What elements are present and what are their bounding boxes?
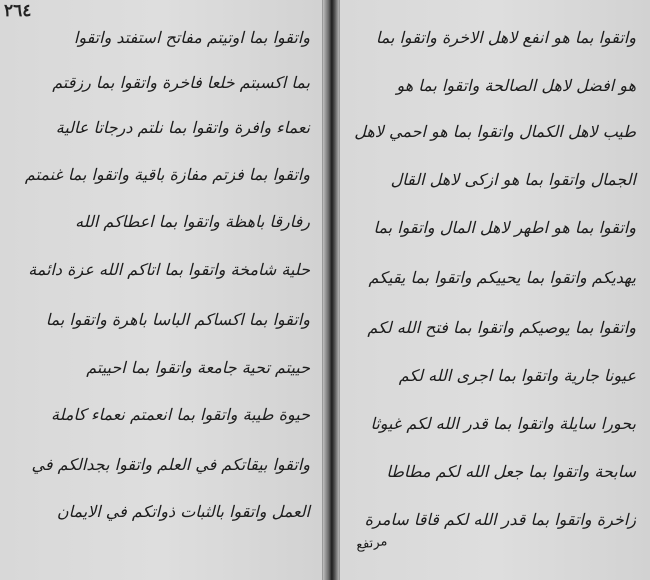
- text-line: الجمال واتقوا بما هو ازكى لاهل القال: [390, 170, 636, 189]
- text-line: واتقوا بما يوصيكم واتقوا بما فتح الله لكم: [367, 318, 636, 337]
- text-line: زاخرة واتقوا بما قدر الله لكم قاقا سامرة: [364, 510, 636, 529]
- text-line: يهديكم واتقوا بما يحييكم واتقوا بما يقيكم: [368, 268, 636, 287]
- catchword: مرتفع: [355, 533, 389, 554]
- book-gutter: [323, 0, 339, 580]
- text-line: رفارقا باهظة واتقوا بما اعطاكم الله: [75, 212, 310, 231]
- text-line: حييتم تحية جامعة واتقوا بما احييتم: [86, 358, 310, 377]
- text-line: نعماء وافرة واتقوا بما نلتم درجاتا عالية: [55, 118, 310, 137]
- text-line: واتقوا بما اكساكم الباسا باهرة واتقوا بما: [45, 310, 310, 329]
- page-number: ٢٦٤: [4, 1, 32, 21]
- right-page: [339, 0, 650, 580]
- text-line: سابحة واتقوا بما جعل الله لكم مطاطا: [386, 462, 636, 481]
- text-line: واتقوا بما اوتيتم مفاتح استفتد واتقوا: [73, 28, 310, 47]
- text-line: العمل واتقوا بالثبات ذواتكم في الايمان: [56, 502, 310, 521]
- text-line: بحورا سايلة واتقوا بما قدر الله لكم غيوثا: [370, 414, 636, 433]
- text-line: حيوة طيبة واتقوا بما انعمتم نعماء كاملة: [51, 405, 310, 424]
- text-line: واتقوا بما هو انفع لاهل الاخرة واتقوا بما: [375, 28, 636, 47]
- text-line: طيب لاهل الكمال واتقوا بما هو احمي لاهل: [354, 122, 636, 141]
- text-line: حلية شامخة واتقوا بما اتاكم الله عزة دائمة: [28, 260, 310, 279]
- text-line: هو افضل لاهل الصالحة واتقوا بما هو: [396, 76, 636, 95]
- text-line: عيونا جارية واتقوا بما اجرى الله لكم: [398, 366, 636, 385]
- text-line: بما اكسبتم خلعا فاخرة واتقوا بما رزقتم: [52, 73, 310, 92]
- text-line: واتقوا بيقاتكم في العلم واتقوا بجدالكم في: [31, 455, 310, 474]
- left-page: [0, 0, 323, 580]
- text-line: واتقوا بما هو اطهر لاهل المال واتقوا بما: [373, 218, 636, 237]
- text-line: واتقوا بما فزتم مفازة باقية واتقوا بما غنمتم: [24, 165, 310, 184]
